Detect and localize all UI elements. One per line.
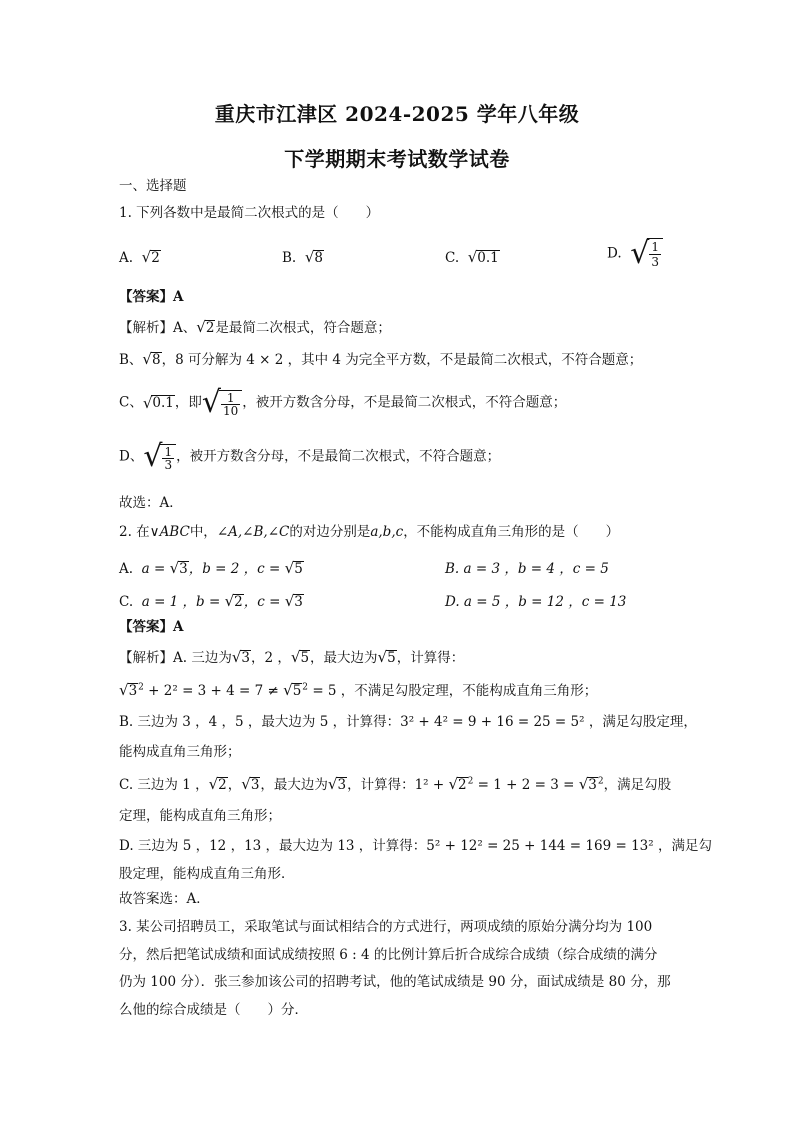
q3-line-3: 仍为 100 分）．张三参加该公司的招聘考试，他的笔试成绩是 90 分，面试成绩是 80 分，那 [119,974,671,990]
q2-analysis-3: B. 三边为 3 ，4 ，5 ，最大边为 5 ，计算得：3² + 4² = 9 + 16 = 25 = 5² ，满足勾股定理， [119,714,697,730]
q1-analysis-a: 【解析】A、√2是最简二次根式，符合题意； [119,318,391,336]
q1-option-a: A. √2 [119,248,160,266]
q1-option-c-label: C. [445,250,460,266]
q1-conclusion: 故选：A． [119,495,183,511]
q1-option-a-value: 2 [151,250,160,266]
q2-analysis-5: C. 三边为 1 ，√2，√3，最大边为√3，计算得：$1^2 + √2^2 = 1 + 2 = 3 = √3^2$，满足勾股 [119,775,672,793]
q1-answer: 【答案】A [119,289,184,305]
q3-line-2: 分，然后把笔试成绩和面试成绩按照 6 : 4 的比例计算后折合成综合成绩（综合成绩的满分 [119,947,658,963]
q1-option-a-label: A. [119,250,134,266]
q2-analysis-2: $√3^2 + 2^2 = 3 + 4 = 7 \ne √5^2 = 5$ ，不满足勾股定理，不能构成直角三角形； [119,681,598,699]
q2-analysis-8: 股定理，能构成直角三角形． [119,866,295,882]
q1-option-d-denominator: 3 [651,255,659,269]
q1-option-b: B. √8 [282,248,323,266]
q2-conclusion: 故答案选：A． [119,891,210,907]
q2-analysis-4: 能构成直角三角形； [119,744,241,760]
page-title-line2: 下学期期末考试数学试卷 [284,147,510,171]
q1-option-b-value: 8 [314,250,323,266]
q2-stem: 2. 在∨ABC中，∠A,∠B,∠C的对边分别是a,b,c，不能构成直角三角形的是（ ） [119,524,620,540]
q1-option-c-value: 0.1 [477,250,499,266]
q2-answer: 【答案】A [119,619,184,635]
q1-analysis-b: B、√8，8 可分解为 4 × 2 ，其中 4 为完全平方数，不是最简二次根式，不符合题意； [119,350,643,368]
q1-analysis-c: C、√0.1，即√ $\frac{1}{10}$ ，被开方数含分母，不是最简二次根式，不符合题意； [119,385,567,420]
q2-option-a: A. a = √3，b = 2 ，c = √5 [119,559,303,577]
q2-analysis-6: 定理，能构成直角三角形； [119,808,281,824]
q1-option-d-label: D. [607,245,622,262]
q1-option-b-label: B. [282,250,297,266]
section-heading: 一、选择题 [119,178,187,194]
q2-analysis-1: 【解析】A. 三边为√3，2 ，√5，最大边为√5，计算得： [119,648,465,666]
page-title-line1: 重庆市江津区 2024-2025 学年八年级 [214,102,580,126]
q2-option-d: D. a = 5 ，b = 12 ，c = 13 [445,594,627,610]
q2-option-c: C. a = 1 ，b = √2，c = √3 [119,592,303,610]
q1-stem: 1. 下列各数中是最简二次根式的是（ ） [119,205,380,221]
q3-line-1: 3. 某公司招聘员工，采取笔试与面试相结合的方式进行，两项成绩的原始分满分均为 100 [119,919,653,935]
q1-option-c: C. √0.1 [445,248,499,266]
q1-analysis-d: D、√ $\frac{1}{3}$ ，被开方数含分母，不是最简二次根式，不符合题意； [119,439,501,474]
q1-option-d-numerator: 1 [651,240,659,254]
q1-option-d: D. √ $\frac{1}{3}$ [607,236,663,271]
q3-line-4: 么他的综合成绩是（ ）分． [119,1002,308,1018]
q2-option-b: B. a = 3 ，b = 4 ，c = 5 [445,561,609,577]
q2-analysis-7: D. 三边为 5 ，12 ，13 ，最大边为 13 ，计算得：5² + 12² = 25 + 144 = 169 = 13² ，满足勾 [119,838,712,854]
